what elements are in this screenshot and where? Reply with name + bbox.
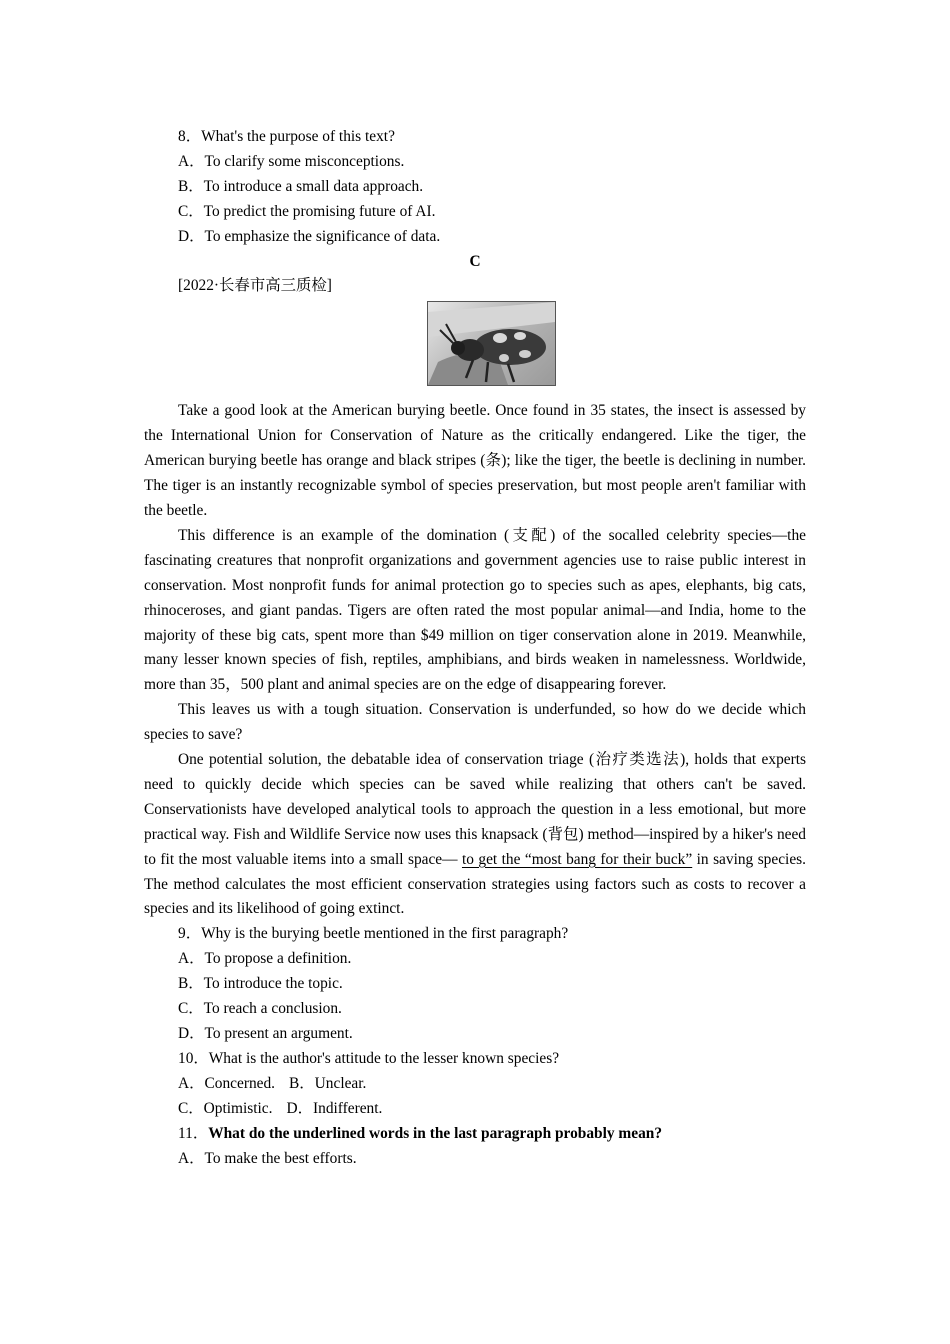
question-8-option-b: B．To introduce a small data approach. (178, 177, 424, 195)
question-10-stem: 10．What is the author's attitude to the lesser known species? (178, 1049, 560, 1067)
question-10-options-row-2 (144, 1097, 806, 1122)
question-10-options-row-1 (144, 1072, 806, 1097)
passage-paragraph-3: This leaves us with a tough situation. Conservation is underfunded, so how do we decide which species to save? (144, 701, 806, 744)
question-10-option-c: C．Optimistic. (178, 1099, 273, 1117)
paragraph-4-text-b: in saving species. The method calculates the most efficient conservation strategies using factors such as costs to recover a species and its likelihood of going extinct. (144, 850, 806, 918)
passage-paragraph-1: Take a good look at the American burying beetle. Once found in 35 states, the insect is assessed by the International Union for Conservation of Nature as the critically endangered. Like the tiger, the American burying beetle has orange and black stripes (条); like the tiger, the beetle is declining in number. The tiger is an instantly recognizable symbol of species preservation, but most people aren't familiar with the beetle. (144, 402, 806, 519)
question-8-option-a: A．To clarify some misconceptions. (178, 152, 405, 170)
question-11-number: 11． (178, 1124, 209, 1142)
question-9-option-b: B．To introduce the topic. (178, 975, 343, 993)
source-label: [2022·长春市高三质检] (178, 277, 332, 295)
question-10-option-a: A．Concerned. (178, 1074, 276, 1092)
document-page (144, 125, 806, 1171)
beetle-photo-icon (427, 301, 556, 386)
question-9-option-a: A．To propose a definition. (178, 950, 352, 968)
section-heading: C (469, 252, 481, 270)
passage-paragraph-2: This difference is an example of the domination (支配) of the socalled celebrity species—the fascinating creatures that nonprofit organizations and government agencies use to raise public interest in conservation. Most nonprofit funds for animal protection go to species such as apes, elephants, big cats, rhinoceroses, and giant pandas. Tigers are often rated the most popular animal—and India, home to the majority of these big cats, spent more than $49 million on tiger conservation alone in 2019. Meanwhile, many lesser known species of fish, reptiles, amphibians, and birds weaken in namelessness. Worldwide, more than 35，500 plant and animal species are on the edge of disappearing forever. (144, 526, 806, 694)
question-8-stem: 8．What's the purpose of this text? (178, 128, 395, 145)
question-10-option-d: D．Indifferent. (286, 1099, 383, 1117)
question-11-option-a: A．To make the best efforts. (178, 1149, 357, 1167)
question-8-option-c: C．To predict the promising future of AI. (178, 202, 436, 220)
question-9-option-d: D．To present an argument. (178, 1025, 353, 1042)
question-10-option-b: B．Unclear. (289, 1074, 367, 1092)
underlined-phrase: to get the “most bang for their buck” (461, 850, 693, 868)
question-8-option-d: D．To emphasize the significance of data. (178, 227, 441, 245)
question-11-stem: What do the underlined words in the last paragraph probably mean? (208, 1124, 663, 1142)
question-9-stem: 9．Why is the burying beetle mentioned in the first paragraph? (178, 925, 569, 943)
passage-paragraph-4 (144, 748, 806, 922)
question-11-stem-line (144, 1122, 806, 1147)
paragraph-4-text-a: One potential solution, the debatable idea of conservation triage (治疗类选法), holds that experts need to quickly decide which species can be saved while realizing that others can't be saved. Conservationists have developed analytical tools to approach the question in a less emotional, but more practical way. Fish and Wildlife Service now uses this knapsack (背包) method—inspired by a hiker's need to fit the most valuable items into a small space— (144, 751, 806, 868)
figure (144, 299, 806, 399)
question-9-option-c: C．To reach a conclusion. (178, 1000, 342, 1018)
